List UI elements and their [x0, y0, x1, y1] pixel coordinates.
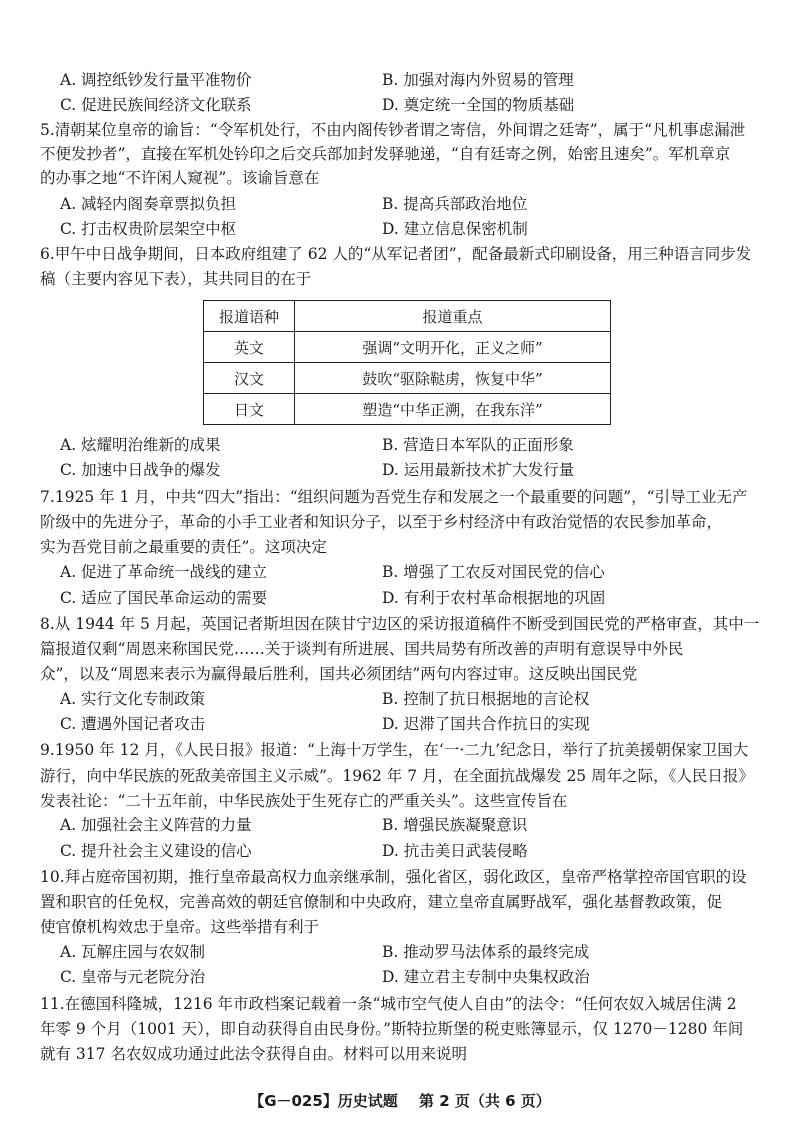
- table-cell-focus: 强调“文明开化，正义之师”: [295, 332, 611, 363]
- q4-option-d: D. 奠定统一全国的物质基础: [382, 96, 575, 114]
- q6-option-b: B. 营造日本军队的正面形象: [382, 436, 574, 454]
- q9-option-a: A. 加强社会主义阵营的力量: [60, 816, 252, 834]
- q10-stem-line-1: 10.拜占庭帝国初期，推行皇帝最高权力血亲继承制，强化省区，弱化政区，皇帝严格掌控帝国官职的设: [40, 868, 747, 886]
- q9-stem-line-2: 游行，向中华民族的死敌美帝国主义示威”。1962 年 7 月，在全面抗战爆发 25 周年之际，《人民日报》: [40, 767, 754, 785]
- q7-option-d: D. 有利于农村革命根据地的巩固: [382, 589, 606, 607]
- q4-option-a: A. 调控纸钞发行量平准物价: [60, 71, 252, 89]
- table-row: [204, 363, 611, 394]
- exam-code: 【G－025】历史试题: [249, 1092, 398, 1110]
- q9-stem-line-1: 9.1950 年 12 月，《人民日报》报道：“上海十万学生，在‘一·二九’纪念日，举行了抗美援朝保家卫国大: [40, 741, 749, 759]
- q5-option-b: B. 提高兵部政治地位: [382, 195, 528, 213]
- report-table: [203, 300, 611, 425]
- table-cell-language: 英文: [204, 332, 295, 363]
- table-header-focus: 报道重点: [295, 301, 611, 332]
- q7-option-b: B. 增强了工农反对国民党的信心: [382, 563, 605, 581]
- q8-option-c: C. 遭遇外国记者攻击: [60, 715, 206, 733]
- q5-stem-line-2: 不便发抄者”，直接在军机处钤印之后交兵部加封发驿驰递，“自有廷寄之例，始密且速矣”。军机章京: [40, 145, 731, 163]
- q9-option-c: C. 提升社会主义建设的信心: [60, 842, 252, 860]
- q5-option-d: D. 建立信息保密机制: [382, 220, 528, 238]
- q10-option-d: D. 建立君主专制中央集权政治: [382, 968, 590, 986]
- q8-option-b: B. 控制了抗日根据地的言论权: [382, 690, 590, 708]
- q6-option-d: D. 运用最新技术扩大发行量: [382, 461, 575, 479]
- q5-option-c: C. 打击权贵阶层架空中枢: [60, 220, 237, 238]
- table-row: [204, 394, 611, 425]
- q5-stem-line-3: 的办事之地“不许闲人窥视”。该谕旨意在: [40, 169, 320, 187]
- q7-option-c: C. 适应了国民革命运动的需要: [60, 589, 268, 607]
- q11-stem-line-2: 年零 9 个月（1001 天），即自动获得自由民身份。”斯特拉斯堡的税吏账簿显示，仅 1270－1280 年间: [40, 1020, 744, 1038]
- table-row: [204, 332, 611, 363]
- q8-stem-line-1: 8.从 1944 年 5 月起，英国记者斯坦因在陕甘宁边区的采访报道稿件不断受到国民党的严格审查，其中一: [40, 615, 760, 633]
- q9-option-b: B. 增强民族凝聚意识: [382, 816, 528, 834]
- q7-option-a: A. 促进了革命统一战线的建立: [60, 563, 268, 581]
- q6-option-a: A. 炫耀明治维新的成果: [60, 436, 221, 454]
- q8-stem-line-2: 篇报道仅剩“周恩来称国民党……关于谈判有所进展、国共局势有所改善的声明有意误导中外民: [40, 640, 684, 658]
- q9-option-d: D. 抗击美日武装侵略: [382, 842, 528, 860]
- q8-option-d: D. 迟滞了国共合作抗日的实现: [382, 715, 590, 733]
- q11-stem-line-3: 就有 317 名农奴成功通过此法令获得自由。材料可以用来说明: [40, 1045, 467, 1063]
- page-number: 第 2 页（共 6 页）: [419, 1092, 551, 1110]
- q7-stem-line-1: 7.1925 年 1 月，中共“四大”指出：“组织问题为吾党生存和发展之一个最重要的问题”，“引导工业无产: [40, 488, 748, 506]
- table-cell-focus: 鼓吹“驱除鞑虏，恢复中华”: [295, 363, 611, 394]
- q10-option-c: C. 皇帝与元老院分治: [60, 968, 206, 986]
- q6-option-c: C. 加速中日战争的爆发: [60, 461, 221, 479]
- table-header-row: [204, 301, 611, 332]
- table-cell-focus: 塑造“中华正溯，在我东洋”: [295, 394, 611, 425]
- table-cell-language: 日文: [204, 394, 295, 425]
- q9-stem-line-3: 发表社论：“二十五年前，中华民族处于生死存亡的严重关头”。这些宣传旨在: [40, 792, 568, 810]
- q11-stem-line-1: 11.在德国科隆城，1216 年市政档案记载着一条“城市空气使人自由”的法令：“任何农奴入城居住满 2: [40, 995, 737, 1013]
- q10-option-b: B. 推动罗马法体系的最终完成: [382, 943, 590, 961]
- q10-option-a: A. 瓦解庄园与农奴制: [60, 943, 206, 961]
- q4-option-b: B. 加强对海内外贸易的管理: [382, 71, 574, 89]
- table-header-language: 报道语种: [204, 301, 295, 332]
- page-footer: [0, 1090, 800, 1111]
- q8-stem-line-3: 众”，以及“周恩来表示为赢得最后胜利，国共必须团结”两句内容过审。这反映出国民党: [40, 665, 638, 683]
- q6-stem-line-2: 稿（主要内容见下表），其共同目的在于: [40, 270, 312, 288]
- q10-stem-line-3: 使官僚机构效忠于皇帝。这些举措有利于: [40, 918, 320, 936]
- table-cell-language: 汉文: [204, 363, 295, 394]
- q7-stem-line-2: 阶级中的先进分子，革命的小手工业者和知识分子，以至于乡村经济中有政治觉悟的农民参加革命，: [40, 513, 723, 531]
- q6-stem-line-1: 6.甲午中日战争期间，日本政府组建了 62 人的“从军记者团”，配备最新式印刷设备，用三种语言同步发: [40, 245, 752, 263]
- q8-option-a: A. 实行文化专制政策: [60, 690, 206, 708]
- q7-stem-line-3: 实为吾党目前之最重要的责任”。这项决定: [40, 538, 327, 556]
- q5-option-a: A. 减轻内阁奏章票拟负担: [60, 195, 237, 213]
- q4-option-c: C. 促进民族间经济文化联系: [60, 96, 252, 114]
- q10-stem-line-2: 置和职官的任免权，完善高效的朝廷官僚制和中央政府，建立皇帝直属野战军，强化基督教政策，促: [40, 893, 723, 911]
- q5-stem-line-1: 5.清朝某位皇帝的谕旨：“令军机处行，不由内阁传钞者谓之寄信，外间谓之廷寄”，属于“凡机事虑漏泄: [40, 121, 746, 139]
